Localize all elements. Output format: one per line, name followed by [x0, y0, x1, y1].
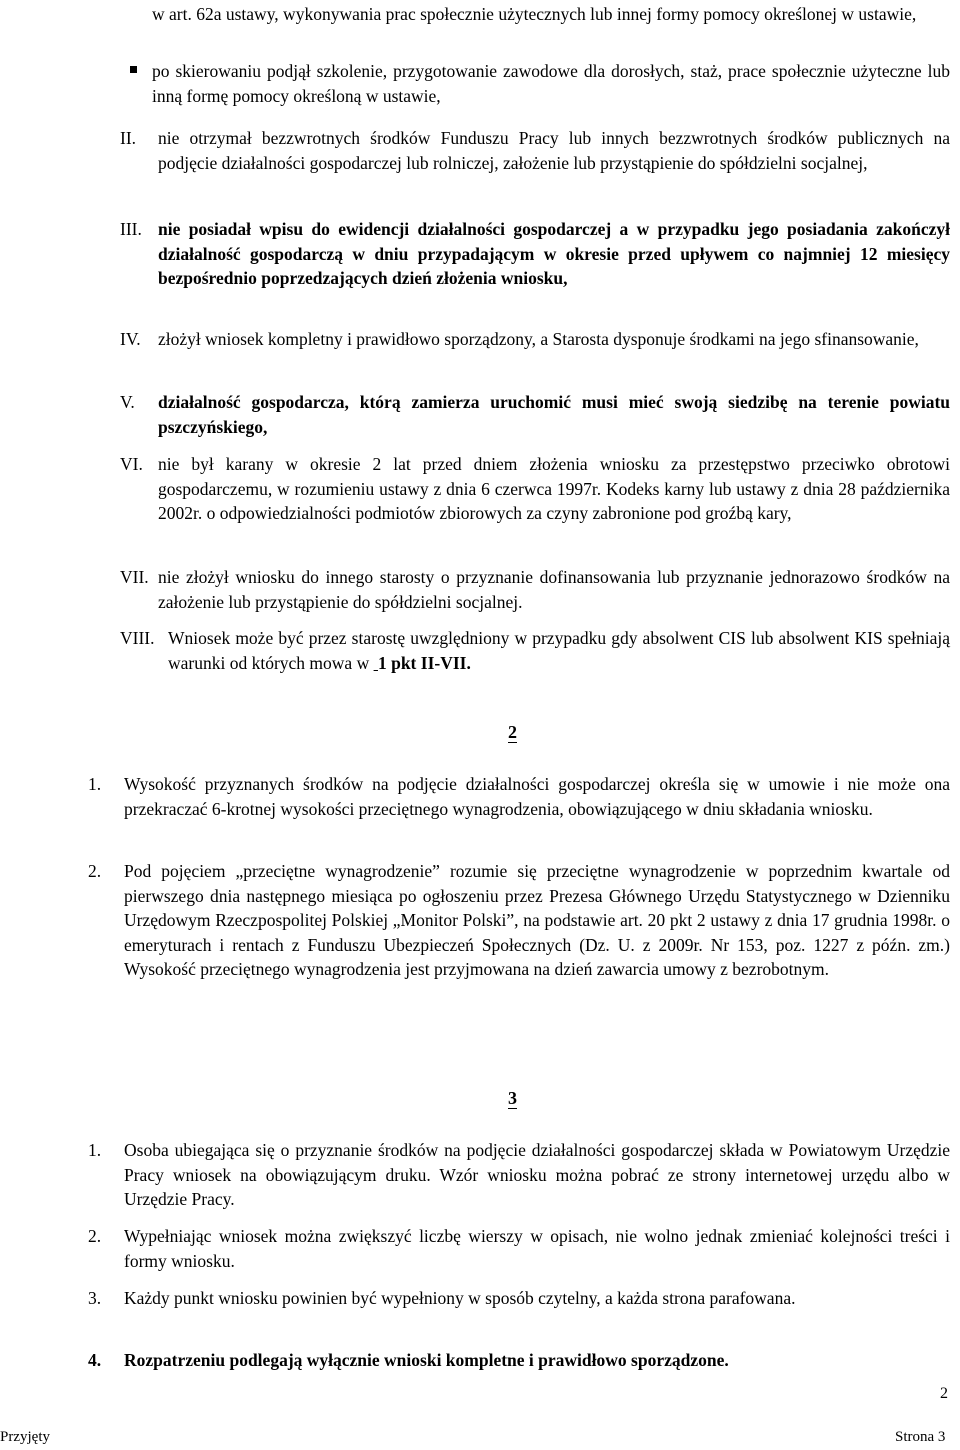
item-viii-section-ref: 1 pkt II-VII. — [377, 652, 471, 673]
s3-item-label-3: 3. — [88, 1288, 102, 1308]
item-label-vi: VI. — [120, 454, 143, 474]
s2-item-1-text: Wysokość przyznanych środków na podjęcie działalności gospodarczej określa się w umowie i nie może ona przekraczać 6-krotnej wysokości przeciętnego wynagrodzenia, obowiązującego w dniu składania wniosku. — [124, 774, 950, 819]
item-label-iv: IV. — [120, 329, 141, 349]
item-iii-text: nie posiadał wpisu do ewidencji działalności gospodarczej a w przypadku jego posiadania zakończył działalność gospodarczą w dniu przypadającym w okresie przed upływem co najmniej 12 miesięcy bezpośrednio poprzedzających dzień złożenia wniosku, — [158, 219, 950, 288]
intro-paragraph: w art. 62a ustawy, wykonywania prac społecznie użytecznych lub innej formy pomocy określonej w ustawie, — [152, 4, 917, 24]
item-iv-text: złożył wniosek kompletny i prawidłowo sporządzony, a Starosta dysponuje środkami na jego sfinansowanie, — [158, 329, 919, 349]
s3-item-label-4: 4. — [88, 1350, 102, 1370]
item-label-vii: VII. — [120, 567, 149, 587]
section-mark-2: 2 — [508, 722, 517, 742]
item-label-v: V. — [120, 392, 135, 412]
item-v-text: działalność gospodarcza, którą zamierza uruchomić musi mieć swoją siedzibę na terenie powiatu pszczyńskiego, — [158, 392, 950, 437]
item-viii-main-text: Wniosek może być przez starostę uwzględniony w przypadku gdy absolwent CIS lub absolwent KIS spełniają warunki od których mowa w — [168, 628, 950, 673]
item-label-iii: III. — [120, 219, 142, 239]
bullet-item: po skierowaniu podjął szkolenie, przygotowanie zawodowe dla dorosłych, staż, prace społecznie użyteczne lub inną formę pomocy określoną w ustawie, — [152, 61, 950, 106]
item-vii-text: nie złożył wniosku do innego starosty o przyznanie dofinansowania lub przyznanie jednorazowo środków na założenie lub przystąpienie do spółdzielni socjalnej. — [158, 567, 950, 612]
s3-item-1-text: Osoba ubiegająca się o przyznanie środków na podjęcie działalności gospodarczej składa w Powiatowym Urzędzie Pracy wniosek na obowiązującym druku. Wzór wniosku można pobrać ze strony internetowej urzędu albo w Urzędzie Pracy. — [124, 1140, 950, 1209]
footer-left-label: Przyjęty — [0, 1429, 50, 1445]
item-label-viii: VIII. — [120, 628, 155, 648]
section-mark-3: 3 — [508, 1088, 517, 1108]
bullet-square-icon — [130, 66, 137, 73]
s2-item-label-2: 2. — [88, 861, 102, 881]
s3-item-label-2: 2. — [88, 1226, 102, 1246]
item-vi-text: nie był karany w okresie 2 lat przed dniem złożenia wniosku za przestępstwo przeciwko obrotowi gospodarczemu, w rozumieniu ustawy z dnia 6 czerwca 1997r. Kodeks karny lub ustawy z dnia 28 października 2002r. o odpowiedzialności podmiotów zbiorowych za czyny zabronione pod groźbą kary, — [158, 454, 950, 523]
item-viii-text — [168, 626, 950, 675]
footer-right-label: Strona 3 — [895, 1429, 946, 1445]
s2-item-label-1: 1. — [88, 774, 102, 794]
s3-item-4-text: Rozpatrzeniu podlegają wyłącznie wnioski kompletne i prawidłowo sporządzone. — [124, 1350, 729, 1370]
s3-item-label-1: 1. — [88, 1140, 102, 1160]
page-number: 2 — [940, 1385, 948, 1402]
s3-item-2-text: Wypełniając wniosek można zwiększyć liczbę wierszy w opisach, nie wolno jednak zmieniać kolejności treści i formy wniosku. — [124, 1226, 950, 1271]
s3-item-3-text: Każdy punkt wniosku powinien być wypełniony w sposób czytelny, a każda strona parafowana. — [124, 1288, 796, 1308]
item-ii-text: nie otrzymał bezzwrotnych środków Funduszu Pracy lub innych bezzwrotnych środków publicznych na podjęcie działalności gospodarczej lub rolniczej, założenie lub przystąpienie do spółdzielni socjalnej, — [158, 128, 950, 173]
item-label-ii: II. — [120, 128, 137, 148]
s2-item-2-text: Pod pojęciem „przeciętne wynagrodzenie” rozumie się przeciętne wynagrodzenie w poprzednim kwartale od pierwszego dnia następnego miesiąca po ogłoszeniu przez Prezesa Głównego Urzędu Statystycznego w Dzienniku Urzędowym Rzeczpospolitej Polskiej „Monitor Polski”, na podstawie art. 20 pkt 2 ustawy z dnia 17 grudnia 1998r. o emeryturach i rentach z Funduszu Ubezpieczeń Społecznych (Dz. U. z 2009r. Nr 153, poz. 1227 z późn. zm.) Wysokość przeciętnego wynagrodzenia jest przyjmowana na dzień zawarcia umowy z bezrobotnym. — [124, 861, 950, 979]
